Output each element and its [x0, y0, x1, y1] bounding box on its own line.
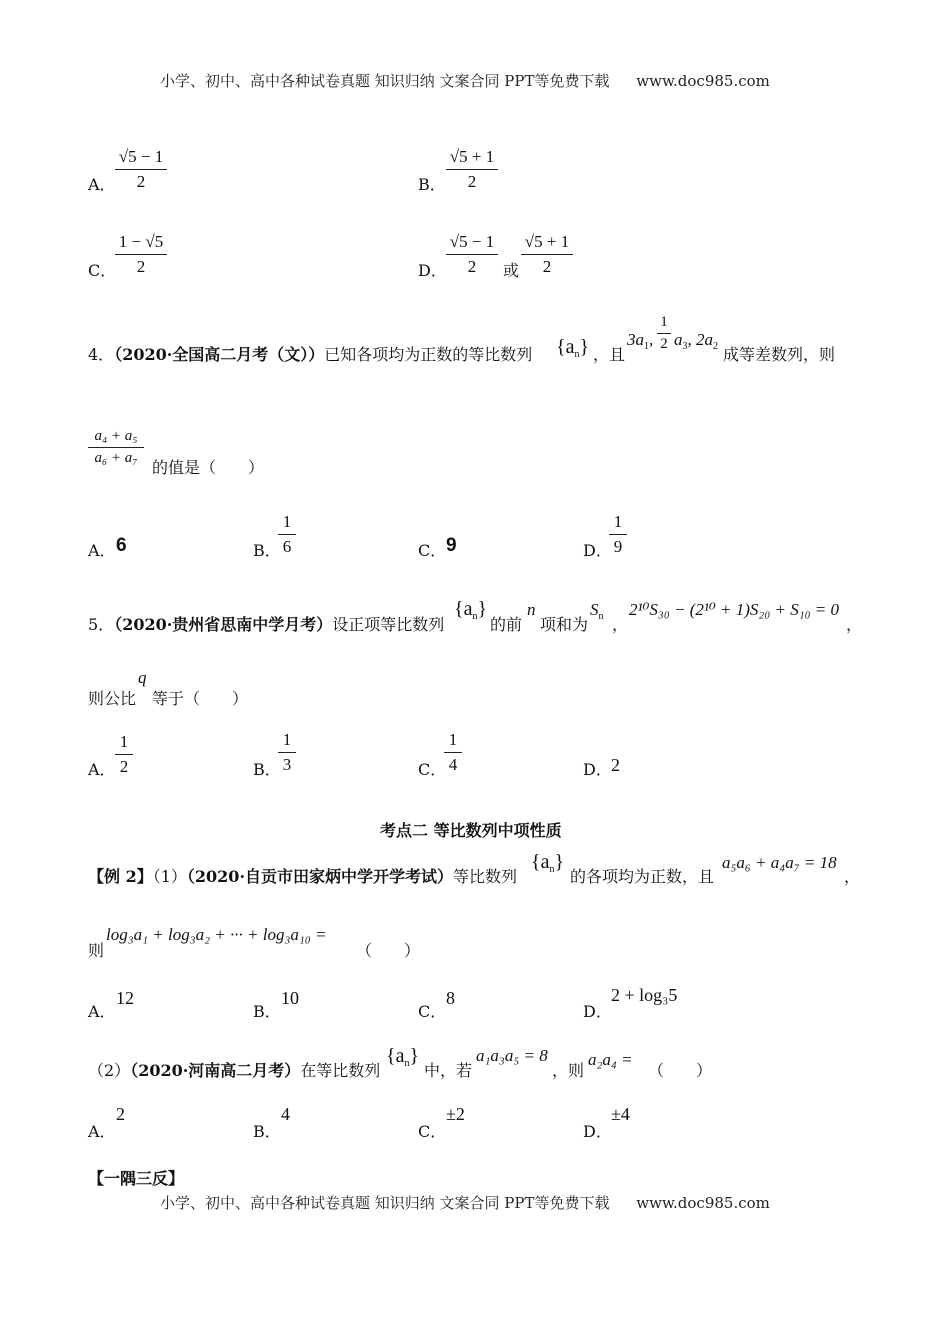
ex2-log-expression: log₃a₁ + log₃a₂ + ··· + log₃a₁₀ = [106, 925, 327, 944]
section-title: 考点二 等比数列中项性质 [380, 821, 562, 840]
ex2-seq-open: {a [531, 851, 550, 873]
q5-option-c-fraction [444, 730, 462, 775]
q5-text2: 的前 [490, 615, 523, 634]
footer-text: 小学、初中、高中各种试卷真题 知识归纳 文案合同 PPT等免费下载 [160, 1194, 610, 1212]
q4-m2-sub: 3 [682, 341, 688, 352]
ex2-condition: a₅a₆ + a₄a₇ = 18 [722, 853, 837, 872]
q4-m1-sub: 1 [644, 341, 649, 352]
q5-text5: 等于（ ） [152, 689, 249, 708]
q4-half-fraction [657, 314, 671, 353]
q4-option-a-label: A． [88, 541, 116, 560]
q4-option-c-label: C． [418, 541, 447, 560]
ex2-condition2: a₁a₃a₅ = 8 [476, 1046, 548, 1065]
ex2-seq-close: } [554, 851, 565, 873]
q4-text4: 的值是（ ） [152, 458, 265, 477]
ex2-option-a-label: A． [88, 1002, 116, 1021]
ex2-text4: 中，若 [424, 1061, 473, 1080]
q4-option-d-fraction [609, 512, 627, 557]
q5-a-den: 2 [119, 757, 129, 776]
q5-text3: 项和为 [540, 615, 589, 634]
ex2-p2-option-d-label: D． [583, 1122, 612, 1141]
q5-option-b-label: B． [253, 760, 281, 779]
q4-option-d-label: D． [583, 541, 612, 560]
q4-b-den: 6 [282, 537, 292, 556]
ex2-part2-stem [88, 1058, 380, 1081]
ex2-option-c-label: C． [418, 1002, 447, 1021]
ex2-p2-option-a-label: A． [88, 1122, 116, 1141]
ex2-p2: （2） [88, 1061, 131, 1080]
q3-c-numerator: 1 − √5 [115, 232, 167, 255]
q4-number: 4． [88, 345, 115, 364]
q5-option-b-fraction [278, 730, 296, 775]
q5-c-num: 1 [444, 730, 462, 753]
ex2-target: a₂a₄ = [588, 1050, 633, 1069]
ex2-paren: （ ） [356, 941, 421, 960]
ex2-text5: ，则 [552, 1061, 585, 1080]
q4-ratio-num: a₄ + a₅ [88, 428, 144, 448]
ex2-option-b-label: B． [253, 1002, 281, 1021]
q3-option-c-fraction [115, 232, 167, 277]
q4-d-num: 1 [609, 512, 627, 535]
ex2-paren2: （ ） [648, 1061, 713, 1080]
q3-b-numerator: √5 + 1 [446, 147, 498, 170]
q3-c-denominator: 2 [136, 257, 146, 276]
q5-seq-open: {a [454, 598, 473, 620]
q4-seq-open: {a [556, 336, 575, 358]
q5-sn-s: S [590, 600, 599, 619]
ex2-option-c-value: 8 [446, 988, 455, 1008]
header-text: 小学、初中、高中各种试卷真题 知识归纳 文案合同 PPT等免费下载 [160, 72, 610, 90]
q5-equation: 2¹⁰S₃₀ − (2¹⁰ + 1)S₂₀ + S₁₀ = 0 [629, 600, 839, 619]
q5-q: q [138, 668, 147, 687]
q3-d-numerator-1: √5 − 1 [446, 232, 498, 255]
ex2-source2: （2020·河南高二月考） [130, 1061, 301, 1080]
ex2-p2-seq-sub: n [404, 1058, 410, 1069]
q5-seq-close: } [477, 598, 488, 620]
q3-d-denominator-1: 2 [467, 257, 477, 276]
q3-d-numerator-2: √5 + 1 [521, 232, 573, 255]
q5-option-d-value: 2 [611, 755, 620, 775]
q5-n: n [527, 600, 536, 619]
q5-seq-sub: n [472, 611, 478, 622]
q4-seq-close: } [579, 336, 590, 358]
q5-option-a-label: A． [88, 760, 116, 779]
q5-text4: 则公比 [88, 689, 137, 708]
q3-option-b-fraction [446, 147, 498, 192]
q4-ratio-den: a₆ + a₇ [94, 450, 138, 466]
q4-term-3a1: $3a_1$, [627, 330, 654, 352]
q3-d-denominator-2: 2 [542, 257, 552, 276]
q4-ratio-fraction [88, 428, 144, 467]
q5-b-num: 1 [278, 730, 296, 753]
q4-b-num: 1 [278, 512, 296, 535]
ex2-sequence [531, 851, 564, 875]
ex2-part2-sequence [386, 1045, 419, 1069]
page-header [160, 70, 770, 91]
q5-a-num: 1 [115, 732, 133, 755]
q3-option-b-label: B． [418, 175, 446, 194]
q5-option-a-fraction [115, 732, 133, 777]
ex2-p2-option-c-value: ±2 [446, 1104, 465, 1124]
q4-m2: a [674, 330, 683, 349]
q5-source: （2020·贵州省思南中学月考） [114, 615, 333, 634]
q4-option-c-value: 9 [446, 535, 457, 556]
q3-option-d-label: D． [418, 261, 447, 280]
q3-option-d-fraction-2 [521, 232, 573, 277]
q5-option-d-label: D． [583, 760, 612, 779]
q4-option-b-fraction [278, 512, 296, 557]
q4-stem [88, 342, 532, 365]
q4-half-num: 1 [657, 314, 671, 334]
q5-comma2: ， [846, 615, 863, 634]
ex2-stem [88, 864, 517, 887]
q5-number: 5． [88, 615, 115, 634]
q3-option-a-fraction [115, 147, 167, 192]
q3-b-denominator: 2 [467, 172, 477, 191]
ex2-option-b-value: 10 [281, 988, 299, 1008]
q5-comma: ， [612, 615, 629, 634]
ex2-option-a-value: 12 [116, 988, 134, 1008]
ex2-p2-seq-open: {a [386, 1045, 405, 1067]
ex2-p2-option-b-label: B． [253, 1122, 281, 1141]
q3-a-denominator: 2 [136, 172, 146, 191]
q4-m1: 3a [627, 330, 644, 349]
page-footer [160, 1192, 770, 1213]
q4-text3: 成等差数列，则 [723, 345, 836, 364]
ex2-p2-option-c-label: C． [418, 1122, 447, 1141]
q4-source: （2020·全国高二月考（文）） [114, 345, 325, 364]
ex2-option-d-value: 2 + log₃5 [611, 985, 678, 1005]
ex2-text3: 在等比数列 [300, 1061, 381, 1080]
q3-option-a-label: A． [88, 175, 116, 194]
q5-stem [88, 612, 444, 635]
ex2-seq-sub: n [549, 864, 555, 875]
q4-option-b-label: B． [253, 541, 281, 560]
q5-b-den: 3 [282, 755, 292, 774]
q4-half-den: 2 [660, 336, 668, 352]
q5-sequence [454, 598, 487, 622]
ex2-p2-option-b-value: 4 [281, 1104, 290, 1124]
q5-sn-sub: n [598, 611, 604, 622]
q5-sn [590, 600, 604, 622]
followup-title: 【一隅三反】 [88, 1169, 185, 1188]
q4-m3-sub: 2 [713, 341, 718, 352]
ex2-text2: 的各项均为正数，且 [570, 867, 715, 886]
ex2-comma: ， [844, 867, 861, 886]
q4-seq-sub: n [574, 349, 580, 360]
q4-d-den: 9 [613, 537, 623, 556]
q4-text1: 已知各项均为正数的等比数列 [324, 345, 533, 364]
ex2-tag: 【例 2】 [88, 867, 153, 886]
q5-option-c-label: C． [418, 760, 447, 779]
footer-url: www.doc985.com [636, 1194, 770, 1212]
ex2-p1: （1） [152, 867, 187, 886]
q4-text2: ，且 [593, 345, 626, 364]
q4-option-a-value: 6 [116, 535, 127, 556]
q3-option-d-fraction-1 [446, 232, 498, 277]
q3-a-numerator: √5 − 1 [115, 147, 167, 170]
ex2-source1: （2020·自贡市田家炳中学开学考试） [186, 867, 454, 886]
ex2-p2-option-a-value: 2 [116, 1104, 125, 1124]
header-url: www.doc985.com [636, 72, 770, 90]
q5-c-den: 4 [448, 755, 458, 774]
ex2-option-d-label: D． [583, 1002, 612, 1021]
q3-d-or: 或 [503, 261, 520, 280]
ex2-p2-seq-close: } [409, 1045, 420, 1067]
ex2-then: 则 [88, 941, 105, 960]
q5-text1: 设正项等比数列 [332, 615, 445, 634]
ex2-text1: 等比数列 [453, 867, 518, 886]
q4-m3: , 2a [687, 330, 713, 349]
q4-term-a3-2a2 [674, 330, 718, 352]
q3-option-c-label: C． [88, 261, 117, 280]
ex2-p2-option-d-value: ±4 [611, 1104, 630, 1124]
q4-sequence [556, 336, 589, 360]
